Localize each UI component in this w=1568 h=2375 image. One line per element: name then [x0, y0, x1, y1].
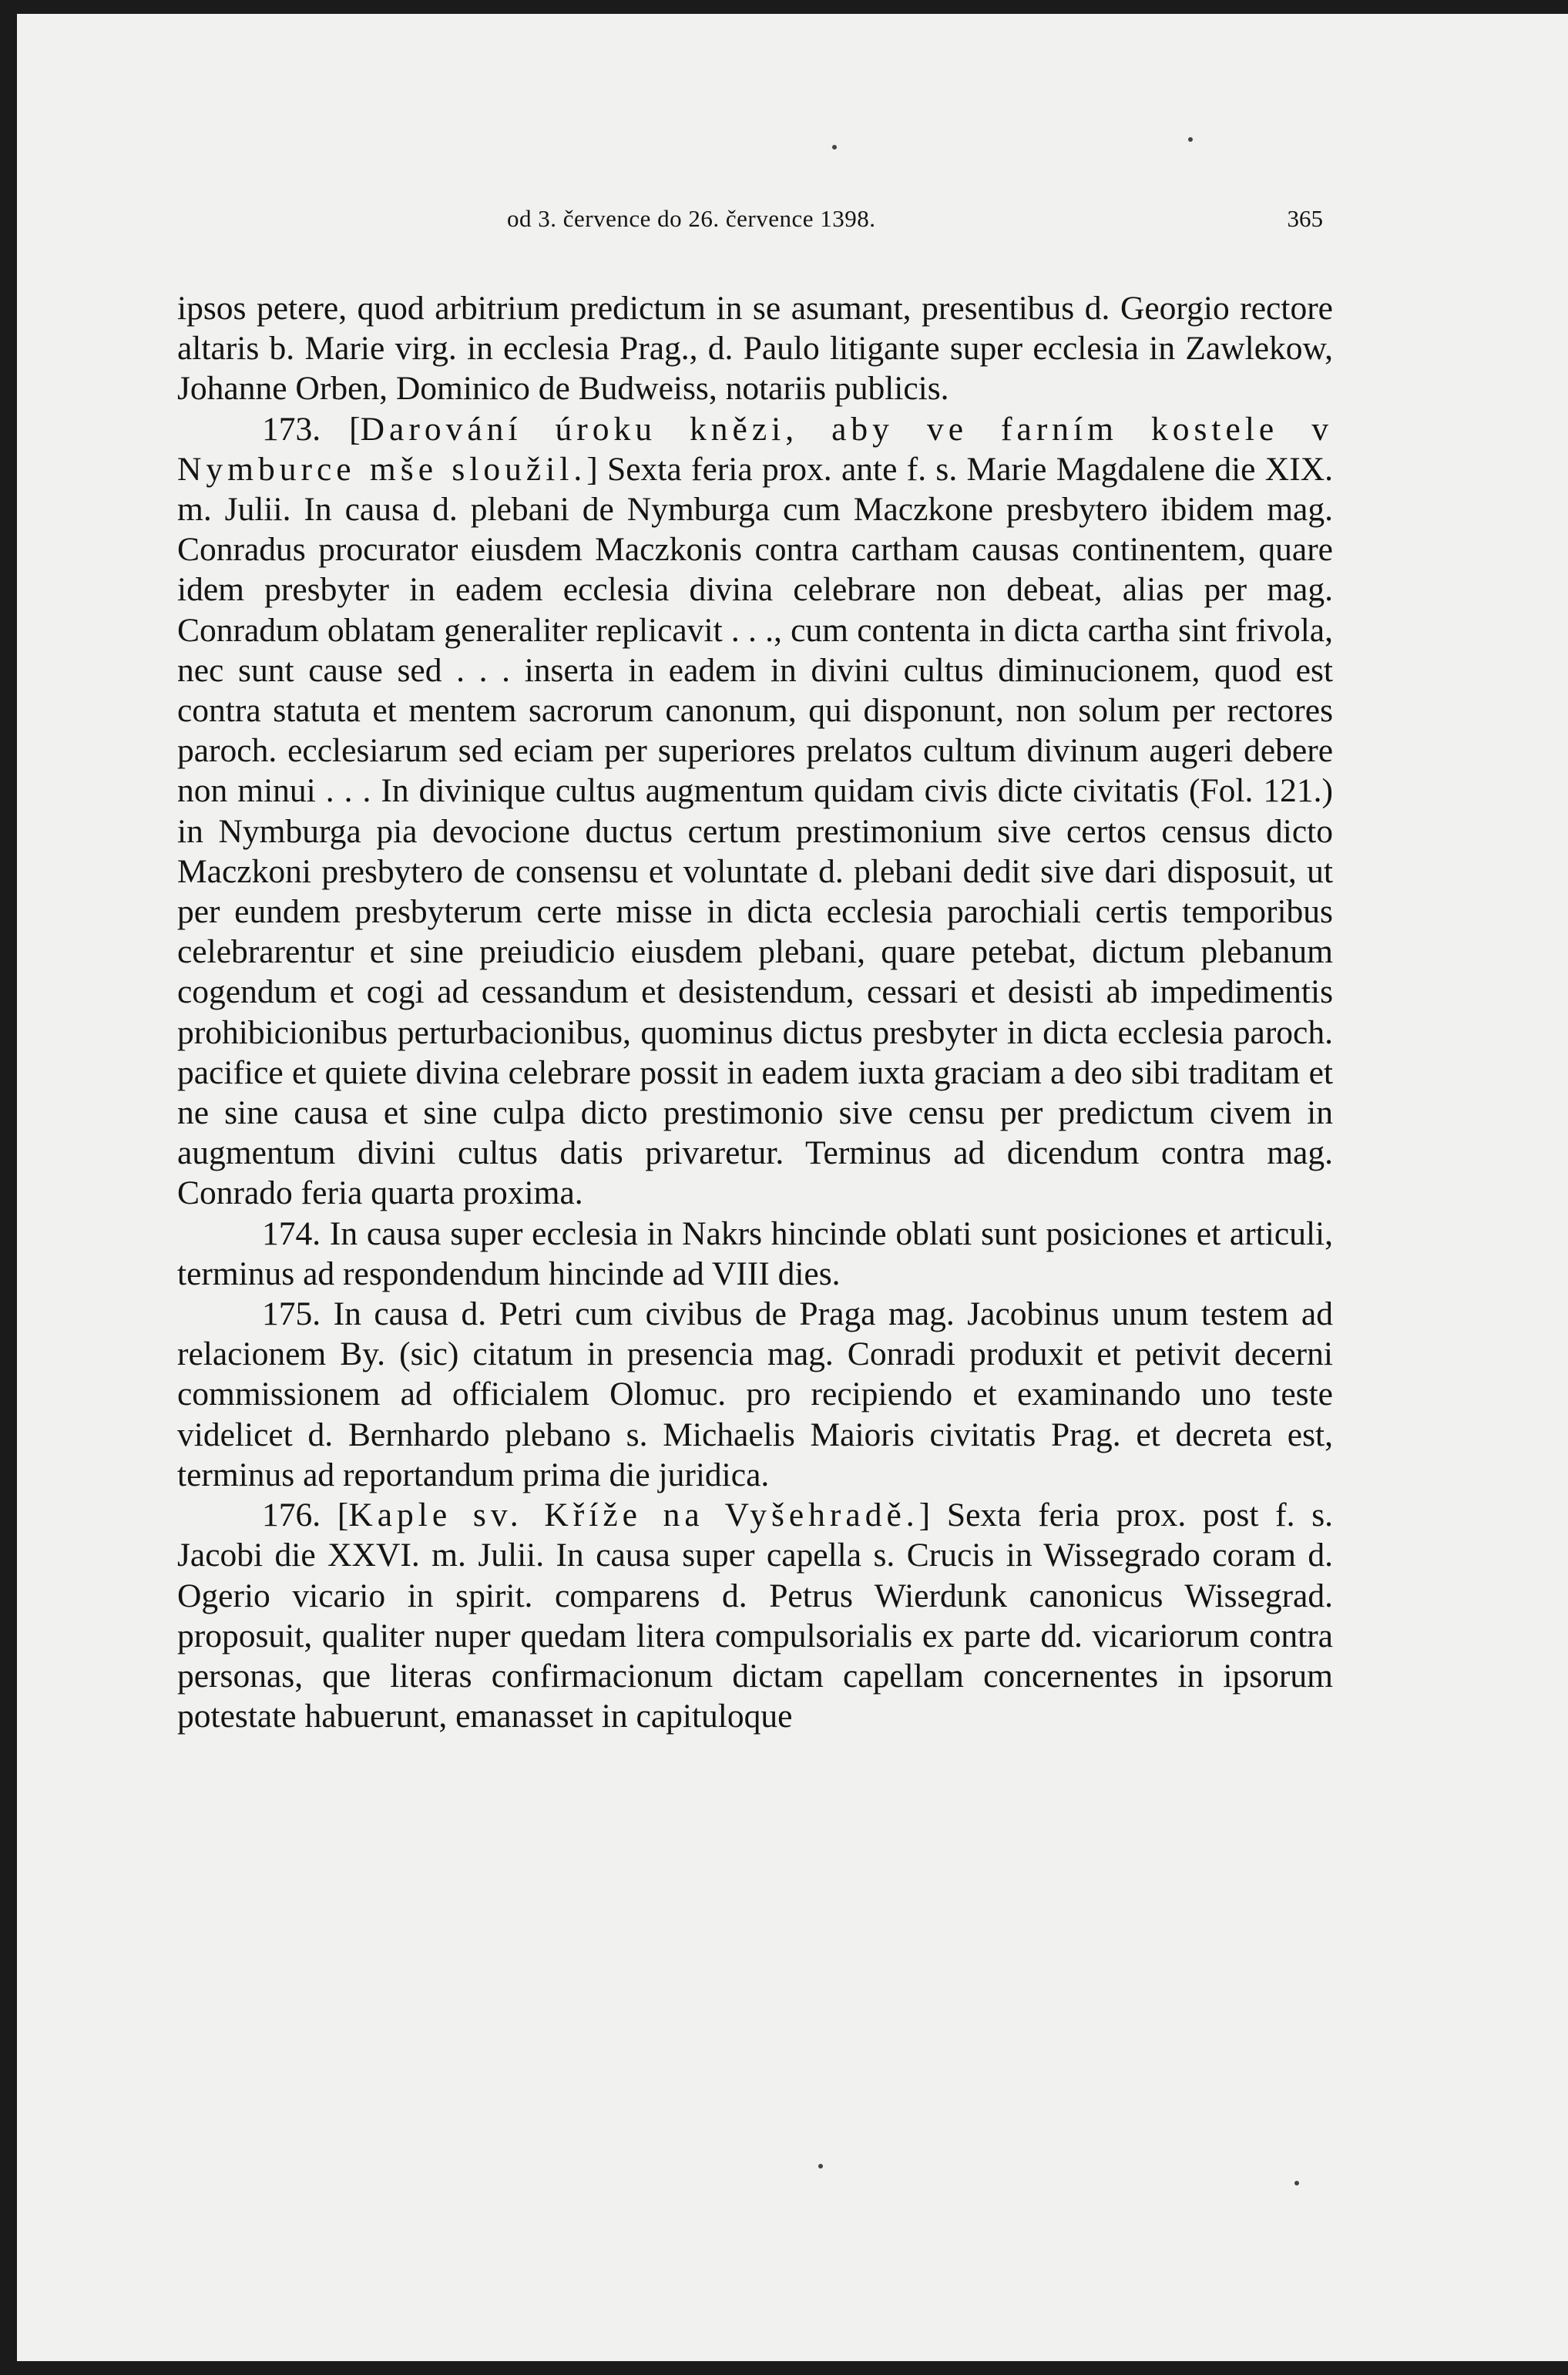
scan-speck [818, 2164, 823, 2168]
paragraph-entry-176 [177, 1495, 1333, 1736]
entry-title-close: ] [918, 1497, 931, 1534]
page-header [17, 205, 1568, 236]
document-page [17, 14, 1568, 2361]
entry-title: Kaple sv. Kříže na Vyšehradě. [348, 1497, 919, 1534]
entry-number: 176. [ [262, 1497, 349, 1534]
scan-speck [1294, 2181, 1299, 2185]
entry-title-close: ] [586, 450, 598, 488]
paragraph-text: Sexta feria prox. ante f. s. Marie Magdalene die XIX. m. Julii. In causa d. plebani de Nymburga cum Maczkone presbytero ibidem mag. Conradus procurator eiusdem Maczkonis contra cartham causas continentem, quare idem presbyter in eadem ecclesia divina celebrare non debeat, alias per mag. Conradum oblatam generaliter replicavit . . ., cum contenta in dicta cartha sint frivola, nec sunt cause sed . . . inserta in eadem in divini cultus diminucionem, quod est contra statuta et mentem sacrorum canonum, qui disponunt, non solum per rectores paroch. ecclesiarum sed eciam per superiores prelatos cultum divinum augeri debere non minui . . . In divinique cultus augmentum quidam civis dicte civitatis (Fol. 121.) in Nymburga pia devocione ductus certum prestimonium sive certos census dicto Maczkoni presbytero de consensu et voluntate d. plebani dedit sive dari disposuit, ut per eundem presbyterum certe misse in dicta ecclesia parochiali certis temporibus celebrarentur et sine preiudicio eiusdem plebani, quare petebat, dictum plebanum cogendum et cogi ad cessandum et desistendum, cessari et desisti ab impedimentis prohibicionibus perturbacionibus, quominus dictus presbyter in dicta ecclesia paroch. pacifice et quiete divina celebrare possit in eadem iuxta graciam a deo sibi traditam et ne sine causa et sine culpa dicto prestimonio sive censu per predictum civem in augmentum divini cultus datis privaretur. Terminus ad dicendum contra mag. Conrado feria quarta proxima. [177, 450, 1333, 1212]
paragraph-entry-175 [177, 1294, 1333, 1495]
paragraph-entry-174 [177, 1214, 1333, 1294]
paragraph-text: 174. In causa super ecclesia in Nakrs hincinde oblati sunt posiciones et articuli, terminus ad respondendum hincinde ad VIII dies. [177, 1214, 1333, 1292]
body-text [177, 288, 1333, 1736]
scan-speck [832, 145, 837, 149]
paragraph-continuation [177, 288, 1333, 409]
paragraph-text: Sexta feria prox. post f. s. Jacobi die XXVI. m. Julii. In causa super capella s. Crucis in Wissegrado coram d. Ogerio vicario in spirit. comparens d. Petrus Wierdunk canonicus Wissegrad. proposuit, qualiter nuper quedam litera compulsorialis ex parte dd. vicariorum contra personas, que literas confirmacionum dictam capellam concernentes in ipsorum potestate habuerunt, emanasset in capituloque [177, 1497, 1333, 1735]
entry-number: 173. [ [262, 410, 361, 448]
scan-speck [1188, 137, 1193, 142]
paragraph-text: 175. In causa d. Petri cum civibus de Praga mag. Jacobinus unum testem ad relacionem By. (sic) citatum in presencia mag. Conradi produxit et petivit decerni commissionem ad officialem Olomuc. pro recipiendo et examinando uno teste videlicet d. Bernhardo plebano s. Michaelis Maioris civitatis Prag. et decreta est, terminus ad reportandum prima die juridica. [177, 1295, 1333, 1493]
page-number: 365 [1287, 205, 1323, 232]
running-head: od 3. července do 26. července 1398. [507, 205, 876, 232]
paragraph-entry-173 [177, 409, 1333, 1214]
entry-title: Darování úroku knězi, aby ve farním kostele v Nymburce mše sloužil. [177, 410, 1333, 488]
paragraph-text: ipsos petere, quod arbitrium predictum in se asumant, presentibus d. Georgio rectore altaris b. Marie virg. in ecclesia Prag., d. Paulo litigante super ecclesia in Zawlekow, Johanne Orben, Dominico de Budweiss, notariis publicis. [177, 290, 1333, 408]
